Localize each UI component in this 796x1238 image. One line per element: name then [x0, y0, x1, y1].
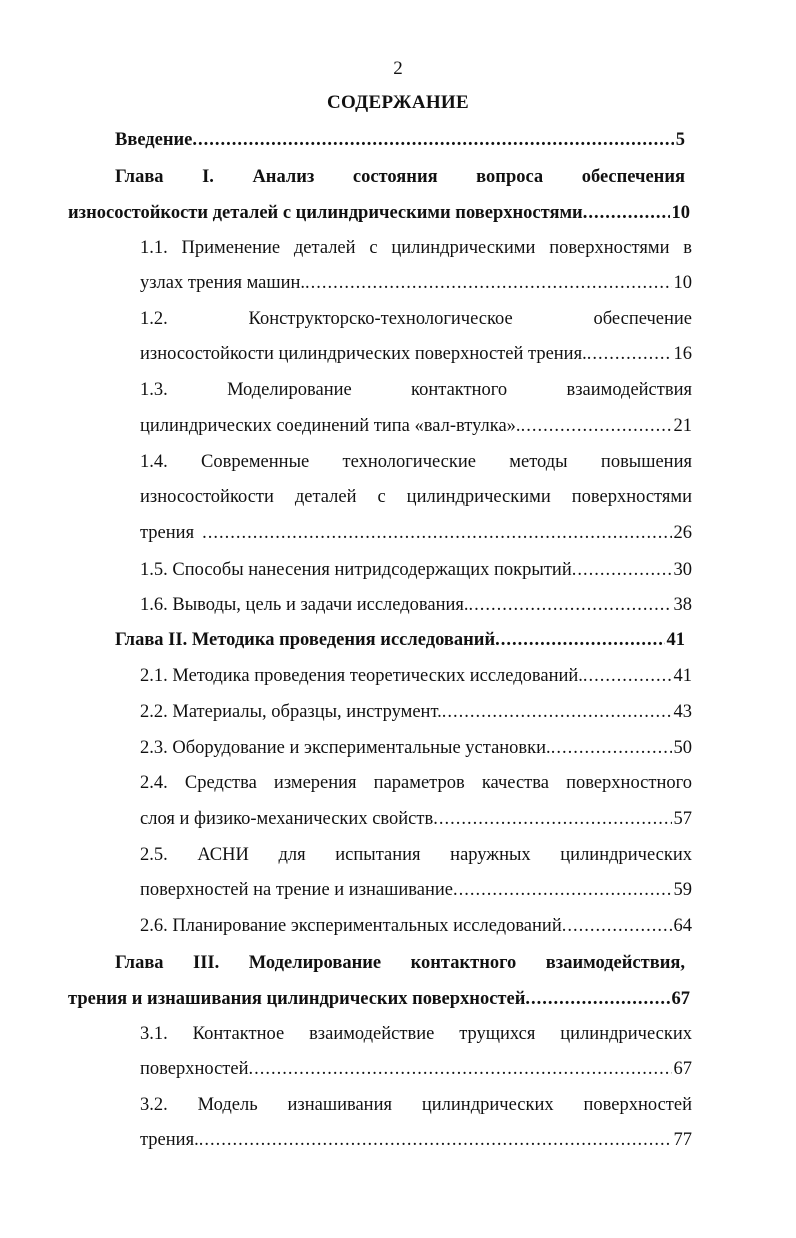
- toc-entry-text: трения и изнашивания цилиндрических поверхностей: [68, 989, 526, 1009]
- toc-page: 5: [675, 130, 685, 150]
- toc-entry-2-4-line-2[interactable]: [140, 806, 692, 832]
- toc-page: 64: [673, 916, 692, 936]
- dot-leader: [551, 735, 672, 761]
- toc-page: 41: [673, 666, 692, 686]
- toc-page: 57: [673, 809, 692, 829]
- toc-entry-chapter-1-line-1[interactable]: Глава I. Анализ состояния вопроса обеспечения: [115, 167, 685, 187]
- toc-entry-2-5-line-2[interactable]: [140, 877, 692, 903]
- toc-entry-3-1-line-1[interactable]: 3.1. Контактное взаимодействие трущихся цилиндрических: [140, 1024, 692, 1044]
- toc-page: 21: [673, 416, 692, 436]
- toc-entry-1-4-line-2[interactable]: износостойкости деталей с цилиндрическими поверхностями: [140, 487, 692, 507]
- toc-entry-1-6[interactable]: [140, 592, 692, 618]
- toc-page: 26: [673, 523, 692, 543]
- toc-page: 41: [666, 630, 685, 650]
- dot-leader: [587, 341, 672, 367]
- toc-entry-text: Глава II. Методика проведения исследований: [115, 630, 496, 650]
- dot-leader: [453, 877, 672, 903]
- toc-entry-1-1-line-1[interactable]: 1.1. Применение деталей с цилиндрическими поверхностями в: [140, 238, 692, 258]
- toc-entry-2-3[interactable]: [140, 735, 692, 761]
- toc-entry-chapter-1-line-2[interactable]: [68, 200, 690, 226]
- dot-leader: [572, 557, 672, 583]
- toc-entry-1-5[interactable]: [140, 557, 692, 583]
- toc-entry-1-2-line-2[interactable]: [140, 341, 692, 367]
- toc-page: 67: [673, 1059, 692, 1079]
- toc-entry-intro[interactable]: [115, 127, 685, 153]
- toc-entry-chapter-2[interactable]: [115, 627, 685, 653]
- dot-leader: [433, 806, 671, 832]
- page-number: 2: [393, 58, 403, 79]
- toc-entry-text: Введение: [115, 130, 193, 150]
- toc-page: 30: [673, 560, 692, 580]
- toc-entry-3-1-line-2[interactable]: [140, 1056, 692, 1082]
- toc-page: 10: [671, 203, 690, 223]
- toc-entry-text: слоя и физико-механических свойств: [140, 809, 434, 829]
- toc-entry-1-3-line-1[interactable]: 1.3. Моделирование контактного взаимодействия: [140, 380, 692, 400]
- toc-entry-2-2[interactable]: [140, 699, 692, 725]
- toc-entry-1-4-line-1[interactable]: 1.4. Современные технологические методы повышения: [140, 452, 692, 472]
- dot-leader: [521, 413, 672, 439]
- toc-page: 50: [673, 738, 692, 758]
- toc-entry-text: 1.5. Способы нанесения нитридсодержащих покрытий: [140, 560, 572, 580]
- toc-entry-text: 2.2. Материалы, образцы, инструмент.: [140, 702, 442, 722]
- toc-page: 10: [673, 273, 692, 293]
- toc-entry-text: 2.3. Оборудование и экспериментальные установки.: [140, 738, 551, 758]
- dot-leader: [495, 627, 664, 653]
- toc-entry-text: износостойкости деталей с цилиндрическими поверхностями: [68, 203, 583, 223]
- toc-page: 59: [673, 880, 692, 900]
- dot-leader: [583, 663, 672, 689]
- toc-entry-2-1[interactable]: [140, 663, 692, 689]
- dot-leader: [469, 592, 672, 618]
- dot-leader: [249, 1056, 672, 1082]
- toc-entry-text: 2.1. Методика проведения теоретических исследований.: [140, 666, 583, 686]
- toc-entry-text: 1.6. Выводы, цель и задачи исследования.: [140, 595, 469, 615]
- dot-leader: [442, 699, 672, 725]
- toc-page: 77: [673, 1130, 692, 1150]
- toc-entry-text: трения: [140, 523, 195, 543]
- toc-page: 67: [671, 989, 690, 1009]
- dot-leader: [525, 986, 669, 1012]
- dot-leader: [202, 520, 671, 546]
- toc-entry-text: износостойкости цилиндрических поверхностей трения.: [140, 344, 587, 364]
- toc-entry-2-5-line-1[interactable]: 2.5. АСНИ для испытания наружных цилиндрических: [140, 845, 692, 865]
- toc-entry-1-2-line-1[interactable]: 1.2. Конструкторско-технологическое обеспечение: [140, 309, 692, 329]
- toc-entry-2-4-line-1[interactable]: 2.4. Средства измерения параметров качества поверхностного: [140, 773, 692, 793]
- toc-entry-1-1-line-2[interactable]: [140, 270, 692, 296]
- toc-entry-text: узлах трения машин.: [140, 273, 306, 293]
- toc-entry-3-2-line-1[interactable]: 3.2. Модель изнашивания цилиндрических поверхностей: [140, 1095, 692, 1115]
- toc-page: 16: [673, 344, 692, 364]
- toc-entry-text: 2.6. Планирование экспериментальных исследований: [140, 916, 562, 936]
- toc-entry-text: поверхностей: [140, 1059, 249, 1079]
- dot-leader: [562, 913, 672, 939]
- toc-entry-1-3-line-2[interactable]: [140, 413, 692, 439]
- toc-entry-text: поверхностей на трение и изнашивание: [140, 880, 453, 900]
- toc-entry-3-2-line-2[interactable]: [140, 1127, 692, 1153]
- toc-entry-chapter-3-line-2[interactable]: [68, 986, 690, 1012]
- toc-entry-text: трения.: [140, 1130, 199, 1150]
- toc-entry-text: цилиндрических соединений типа «вал-втулка».: [140, 416, 521, 436]
- dot-leader: [305, 270, 671, 296]
- toc-entry-chapter-3-line-1[interactable]: Глава III. Моделирование контактного взаимодействия,: [115, 953, 685, 973]
- dot-leader: [583, 200, 670, 226]
- toc-page: 38: [673, 595, 692, 615]
- toc-entry-2-6[interactable]: [140, 913, 692, 939]
- page-title: СОДЕРЖАНИЕ: [327, 92, 469, 113]
- dot-leader: [199, 1127, 672, 1153]
- dot-leader: [192, 127, 673, 153]
- toc-entry-1-4-line-3[interactable]: [140, 520, 692, 546]
- toc-page: 43: [673, 702, 692, 722]
